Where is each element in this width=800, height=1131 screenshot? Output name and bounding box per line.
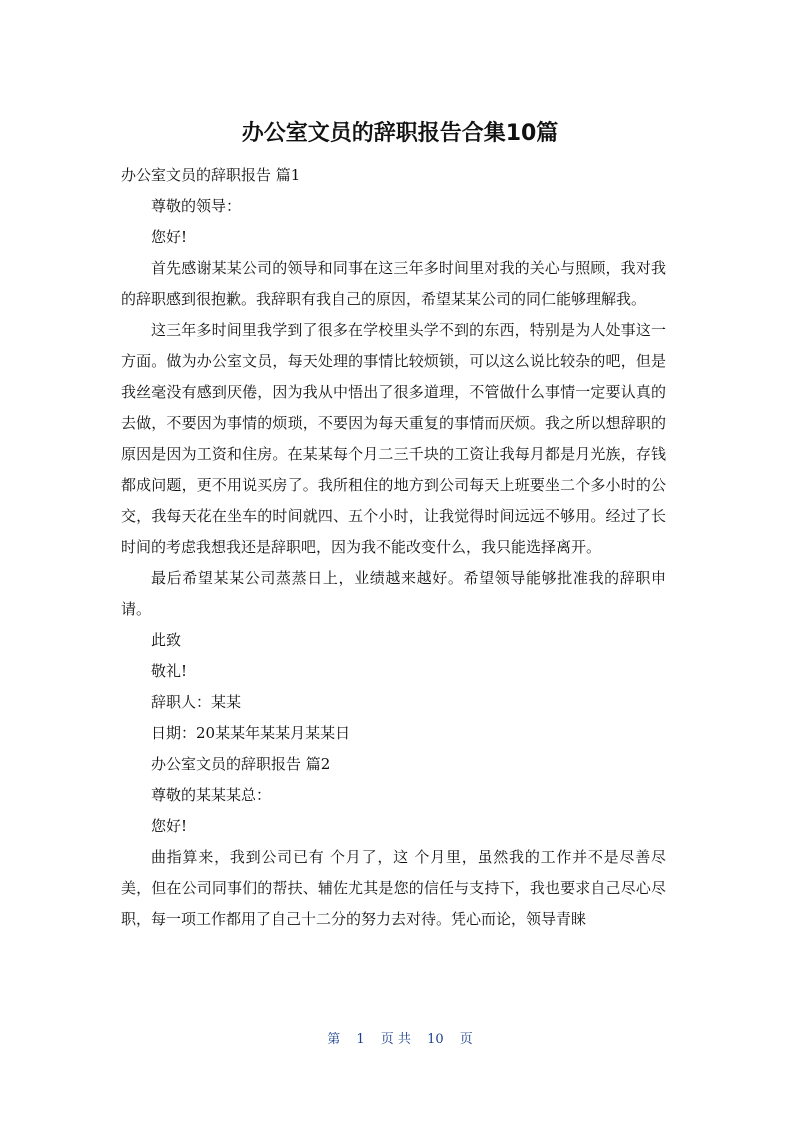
footer-current-page: 1 [356, 1032, 365, 1047]
report-1-closing-2: 敬礼! [151, 662, 188, 680]
report-1-date: 日期：20某某年某某月某某日 [151, 724, 351, 742]
footer-label-page: 第 [327, 1032, 341, 1047]
footer-total-pages: 10 [427, 1032, 444, 1047]
report-2-heading: 办公室文员的辞职报告 篇2 [151, 755, 331, 773]
report-1-paragraph-1: 首先感谢某某公司的领导和同事在这三年多时间里对我的关心与照顾，我对我的辞职感到很抱歉。我辞职有我自己的原因，希望某某公司的同仁能够理解我。 [121, 259, 666, 308]
footer-label-end: 页 [459, 1032, 473, 1047]
report-1-salutation: 尊敬的领导： [151, 197, 242, 215]
document-body [121, 160, 666, 935]
report-1-heading: 办公室文员的辞职报告 篇1 [121, 166, 301, 184]
report-1-paragraph-2: 这三年多时间里我学到了很多在学校里头学不到的东西，特别是为人处事这一方面。做为办公室文员，每天处理的事情比较烦锁，可以这么说比较杂的吧，但是我丝毫没有感到厌倦，因为我从中悟出了很多道理，不管做什么事情一定要认真的去做，不要因为事情的烦琐，不要因为每天重复的事情而厌烦。我之所以想辞职的原因是因为工资和住房。在某某每个月二三千块的工资让我每月都是月光族，存钱都成问题，更不用说买房了。我所租住的地方到公司每天上班要坐二个多小时的公交，我每天花在坐车的时间就四、五个小时，让我觉得时间远远不够用。经过了长时间的考虑我想我还是辞职吧，因为我不能改变什么，我只能选择离开。 [121, 321, 666, 556]
report-2-salutation: 尊敬的某某某总： [151, 786, 272, 804]
report-1-signer: 辞职人：某某 [151, 693, 242, 711]
report-2-greeting: 您好! [151, 817, 188, 835]
footer-label-of: 页 共 [380, 1032, 411, 1047]
report-2-paragraph-1: 曲指算来，我到公司已有 个月了，这 个月里，虽然我的工作并不是尽善尽美，但在公司同事们的帮扶、辅佐尤其是您的信任与支持下，我也要求自己尽心尽职，每一项工作都用了自己十二分的努力去对待。凭心而论，领导青睐 [121, 848, 666, 928]
document-title: 办公室文员的辞职报告合集10篇 [241, 121, 559, 146]
report-1-paragraph-3: 最后希望某某公司蒸蒸日上，业绩越来越好。希望领导能够批准我的辞职申请。 [121, 569, 666, 618]
page-footer [0, 1030, 800, 1050]
report-1-greeting: 您好! [151, 228, 188, 246]
report-1-closing-1: 此致 [151, 631, 182, 649]
